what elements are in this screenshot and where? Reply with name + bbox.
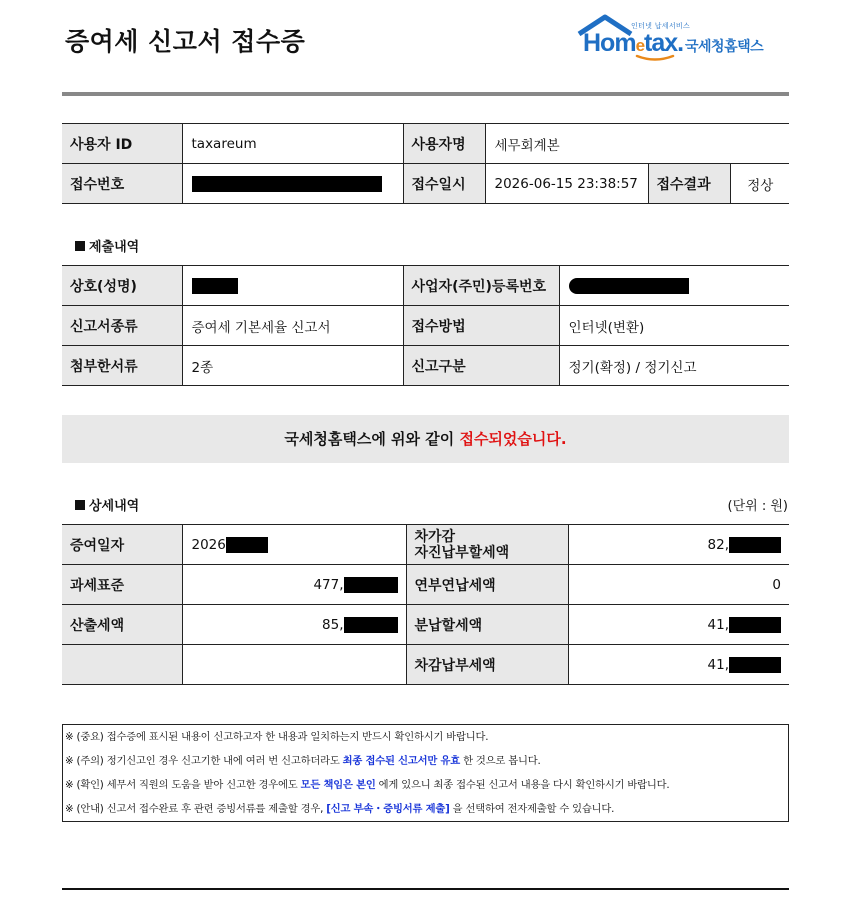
confirmation-banner: 국세청홈택스에 위와 같이 접수되었습니다. xyxy=(62,415,789,463)
notice-item: ※ (중요) 접수증에 표시된 내용이 신고하고자 한 내용과 일치하는지 반드시 확인하시기 바랍니다. xyxy=(65,731,489,743)
self-payment-value: 82, xyxy=(568,525,789,565)
table-row xyxy=(62,645,789,685)
user-info-table xyxy=(62,123,789,204)
receipt-result-value: 정상 xyxy=(730,164,789,204)
user-id-label: 사용자 ID xyxy=(62,124,182,164)
header-divider xyxy=(62,92,789,96)
deferred-tax-value: 0 xyxy=(568,565,789,605)
notice-highlight: 최종 접수된 신고서만 유효 xyxy=(342,755,461,767)
hometax-logo[interactable] xyxy=(575,14,785,64)
self-payment-label: 차가감 자진납부할세액 xyxy=(406,525,568,565)
table-row xyxy=(62,266,789,306)
net-payment-label: 차감납부세액 xyxy=(406,645,568,685)
logo-wordmark: Hometax. xyxy=(583,29,684,57)
notice-box xyxy=(62,724,789,822)
receipt-method-value: 인터넷(변환) xyxy=(559,306,789,346)
calculated-tax-label: 산출세액 xyxy=(62,605,182,645)
notice-item: ※ (주의) 정기신고인 경우 신고기한 내에 여러 번 신고하더라도 최종 접수된 신고서만 유효 한 것으로 봅니다. xyxy=(65,755,541,767)
receipt-number-value xyxy=(182,164,403,204)
installment-tax-value: 41, xyxy=(568,605,789,645)
registration-number-label: 사업자(주민)등록번호 xyxy=(403,266,559,306)
submission-section-title: 제출내역 xyxy=(75,236,139,255)
page-title: 증여세 신고서 접수증 xyxy=(65,27,306,56)
footer-divider xyxy=(62,888,789,890)
calculated-tax-value: 85, xyxy=(182,605,406,645)
registration-number-value xyxy=(559,266,789,306)
notice-link-highlight: [신고 부속・증빙서류 제출] xyxy=(326,803,450,815)
redacted-block xyxy=(344,617,398,633)
redacted-block xyxy=(569,278,689,294)
receipt-method-label: 접수방법 xyxy=(403,306,559,346)
receipt-number-label: 접수번호 xyxy=(62,164,182,204)
swoosh-icon xyxy=(635,54,675,62)
attachments-value: 2종 xyxy=(182,346,403,386)
receipt-date-value: 2026-06-15 23:38:57 xyxy=(485,164,648,204)
gift-date-label: 증여일자 xyxy=(62,525,182,565)
redacted-block xyxy=(729,537,781,553)
redacted-block xyxy=(344,577,398,593)
table-row xyxy=(62,306,789,346)
table-row xyxy=(62,565,789,605)
logo-korean-name: 국세청홈택스 xyxy=(685,39,764,55)
form-type-value: 증여세 기본세율 신고서 xyxy=(182,306,403,346)
redacted-block xyxy=(192,176,382,192)
table-row xyxy=(62,124,789,164)
logo-tagline: 인터넷 납세서비스 xyxy=(631,22,691,30)
redacted-block xyxy=(729,657,781,673)
details-section-title: 상세내역 xyxy=(75,495,139,514)
redacted-block xyxy=(729,617,781,633)
trade-name-value xyxy=(182,266,403,306)
square-bullet-icon xyxy=(75,241,85,251)
net-payment-value: 41, xyxy=(568,645,789,685)
notice-item: ※ (확인) 세무서 직원의 도움을 받아 신고한 경우에도 모든 책임은 본인 에게 있으니 최종 접수된 신고서 내용을 다시 확인하시기 바랍니다. xyxy=(65,779,670,791)
installment-tax-label: 분납할세액 xyxy=(406,605,568,645)
redacted-block xyxy=(192,278,238,294)
unit-label: (단위 : 원) xyxy=(727,499,788,514)
empty-value-cell xyxy=(182,645,406,685)
receipt-result-label: 접수결과 xyxy=(648,164,730,204)
details-table xyxy=(62,524,789,685)
square-bullet-icon xyxy=(75,500,85,510)
trade-name-label: 상호(성명) xyxy=(62,266,182,306)
filing-category-value: 정기(확정) / 정기신고 xyxy=(559,346,789,386)
table-row xyxy=(62,525,789,565)
notice-item: ※ (안내) 신고서 접수완료 후 관련 증빙서류를 제출할 경우, [신고 부속・증빙서류 제출] 을 선택하여 전자제출할 수 있습니다. xyxy=(65,803,615,815)
user-name-label: 사용자명 xyxy=(403,124,485,164)
empty-label-cell xyxy=(62,645,182,685)
submission-table xyxy=(62,265,789,386)
form-type-label: 신고서종류 xyxy=(62,306,182,346)
tax-base-label: 과세표준 xyxy=(62,565,182,605)
table-row xyxy=(62,346,789,386)
table-row xyxy=(62,164,789,204)
confirmation-highlight: 접수되었습니다. xyxy=(459,430,567,448)
notice-highlight: 모든 책임은 본인 xyxy=(300,779,376,791)
receipt-date-label: 접수일시 xyxy=(403,164,485,204)
attachments-label: 첨부한서류 xyxy=(62,346,182,386)
filing-category-label: 신고구분 xyxy=(403,346,559,386)
deferred-tax-label: 연부연납세액 xyxy=(406,565,568,605)
redacted-block xyxy=(226,537,268,553)
user-id-value: taxareum xyxy=(182,124,403,164)
tax-base-value: 477, xyxy=(182,565,406,605)
user-name-value: 세무회계본 xyxy=(485,124,789,164)
gift-date-value: 2026 xyxy=(182,525,406,565)
table-row xyxy=(62,605,789,645)
